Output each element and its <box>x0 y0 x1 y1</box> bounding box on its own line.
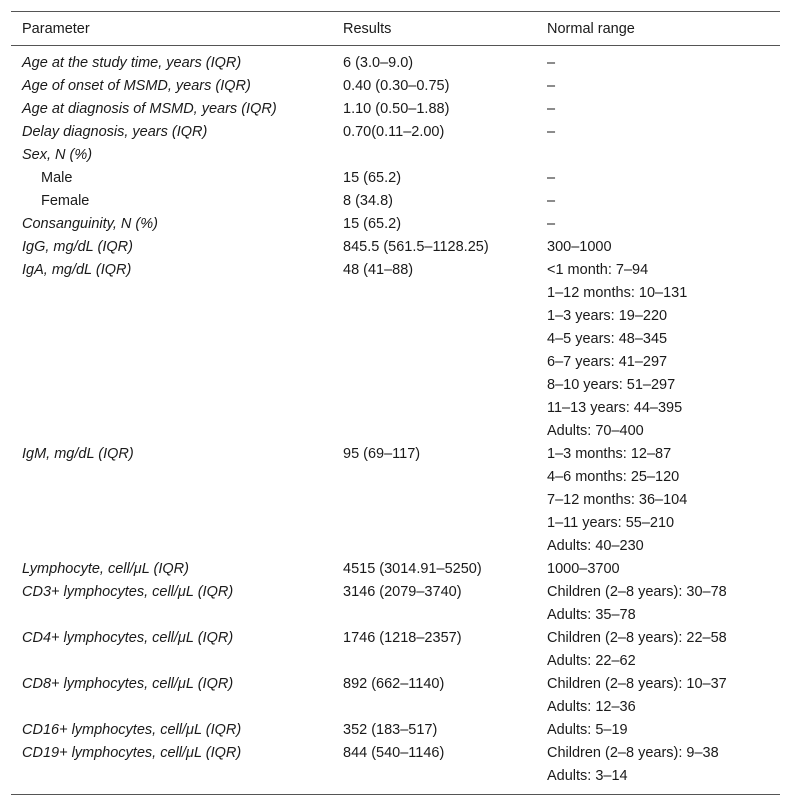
table-row <box>11 259 780 443</box>
cell-result: 352 (183–517) <box>343 722 438 738</box>
cell-parameter: CD8+ lymphocytes, cell/μL (IQR) <box>22 676 234 692</box>
normal-range-line: Adults: 12–36 <box>547 699 636 715</box>
normal-range-line: 7–12 months: 36–104 <box>547 492 688 508</box>
cell-result: 892 (662–1140) <box>343 676 445 692</box>
normal-range-line: 1000–3700 <box>547 561 620 577</box>
cell-normal-range <box>547 190 555 213</box>
table-row <box>11 719 780 742</box>
normal-range-line: 4–5 years: 48–345 <box>547 331 668 347</box>
cell-result: 1746 (1218–2357) <box>343 630 462 646</box>
cell-result: 0.40 (0.30–0.75) <box>343 78 450 94</box>
cell-normal-range <box>547 558 620 581</box>
normal-range-line: Children (2–8 years): 9–38 <box>547 745 719 761</box>
cell-result: 845.5 (561.5–1128.25) <box>343 239 489 255</box>
cell-normal-range <box>547 742 719 788</box>
normal-range-line: 300–1000 <box>547 239 612 255</box>
normal-range-line: Children (2–8 years): 10–37 <box>547 676 727 692</box>
normal-range-line: 1–11 years: 55–210 <box>547 515 675 531</box>
cell-parameter: CD16+ lymphocytes, cell/μL (IQR) <box>22 722 242 738</box>
normal-range-line: Children (2–8 years): 30–78 <box>547 584 727 600</box>
cell-normal-range <box>547 581 727 627</box>
cell-parameter: Age at diagnosis of MSMD, years (IQR) <box>22 101 277 117</box>
cell-normal-range <box>547 121 555 144</box>
table-row <box>11 236 780 259</box>
cell-normal-range <box>547 627 727 673</box>
normal-range-line: Adults: 5–19 <box>547 722 628 738</box>
cell-normal-range <box>547 236 612 259</box>
cell-normal-range <box>547 213 555 236</box>
cell-normal-range <box>547 75 555 98</box>
normal-range-line: 6–7 years: 41–297 <box>547 354 668 370</box>
table-row <box>11 144 780 167</box>
normal-range-line: 1–3 years: 19–220 <box>547 308 668 324</box>
table-header <box>11 12 780 46</box>
cell-result: 15 (65.2) <box>343 216 402 232</box>
normal-range-line: – <box>547 78 556 94</box>
cell-result: 844 (540–1146) <box>343 745 445 761</box>
table-row <box>11 190 780 213</box>
cell-result: 1.10 (0.50–1.88) <box>343 101 450 117</box>
normal-range-line: Adults: 35–78 <box>547 607 636 623</box>
table-row <box>11 443 780 558</box>
table-row <box>11 213 780 236</box>
normal-range-line: 8–10 years: 51–297 <box>547 377 676 393</box>
normal-range-line: Adults: 40–230 <box>547 538 644 554</box>
cell-parameter: Age of onset of MSMD, years (IQR) <box>22 78 251 94</box>
table-row <box>11 121 780 144</box>
cell-parameter: CD4+ lymphocytes, cell/μL (IQR) <box>22 630 234 646</box>
table-row <box>11 98 780 121</box>
cell-parameter: Sex, N (%) <box>22 147 93 163</box>
table-body <box>11 46 780 794</box>
cell-result: 6 (3.0–9.0) <box>343 55 414 71</box>
cell-parameter: IgG, mg/dL (IQR) <box>22 239 133 255</box>
table-row <box>11 581 780 627</box>
table-row <box>11 673 780 719</box>
table-row <box>11 558 780 581</box>
cell-result: 48 (41–88) <box>343 262 414 278</box>
cell-parameter: IgM, mg/dL (IQR) <box>22 446 134 462</box>
normal-range-line: Children (2–8 years): 22–58 <box>547 630 727 646</box>
header-results: Results <box>343 20 392 37</box>
cell-parameter: Lymphocyte, cell/μL (IQR) <box>22 561 189 577</box>
normal-range-line: Adults: 70–400 <box>547 423 644 439</box>
normal-range-line: 1–12 months: 10–131 <box>547 285 688 301</box>
cell-parameter: CD19+ lymphocytes, cell/μL (IQR) <box>22 745 242 761</box>
table-row <box>11 52 780 75</box>
normal-range-line: 1–3 months: 12–87 <box>547 446 672 462</box>
data-table <box>11 11 780 795</box>
normal-range-line: <1 month: 7–94 <box>547 262 649 278</box>
cell-normal-range <box>547 98 555 121</box>
normal-range-line: 11–13 years: 44–395 <box>547 400 683 416</box>
cell-normal-range <box>547 719 628 742</box>
normal-range-line: – <box>547 170 556 186</box>
normal-range-line: – <box>547 193 556 209</box>
cell-parameter: Delay diagnosis, years (IQR) <box>22 124 208 140</box>
cell-result: 15 (65.2) <box>343 170 402 186</box>
table-row <box>11 742 780 788</box>
cell-normal-range <box>547 443 687 558</box>
cell-normal-range <box>547 167 555 190</box>
header-normal-range: Normal range <box>547 20 635 37</box>
cell-parameter: Age at the study time, years (IQR) <box>22 55 242 71</box>
cell-result: 4515 (3014.91–5250) <box>343 561 482 577</box>
cell-parameter: Consanguinity, N (%) <box>22 216 158 232</box>
table-row <box>11 75 780 98</box>
cell-parameter: IgA, mg/dL (IQR) <box>22 262 132 278</box>
normal-range-line: – <box>547 55 556 71</box>
cell-normal-range <box>547 673 727 719</box>
normal-range-line: Adults: 3–14 <box>547 768 628 784</box>
normal-range-line: Adults: 22–62 <box>547 653 636 669</box>
cell-result: 95 (69–117) <box>343 446 421 462</box>
table-row <box>11 627 780 673</box>
cell-result: 3146 (2079–3740) <box>343 584 462 600</box>
cell-result: 8 (34.8) <box>343 193 393 209</box>
header-parameter: Parameter <box>22 20 90 37</box>
table-row <box>11 167 780 190</box>
normal-range-line: 4–6 months: 25–120 <box>547 469 680 485</box>
normal-range-line: – <box>547 124 556 140</box>
cell-parameter: Female <box>41 193 90 209</box>
normal-range-line: – <box>547 101 556 117</box>
normal-range-line: – <box>547 216 556 232</box>
cell-normal-range <box>547 52 555 75</box>
cell-normal-range <box>547 259 687 443</box>
cell-result: 0.70(0.11–2.00) <box>343 124 445 140</box>
cell-parameter: Male <box>41 170 73 186</box>
cell-parameter: CD3+ lymphocytes, cell/μL (IQR) <box>22 584 234 600</box>
